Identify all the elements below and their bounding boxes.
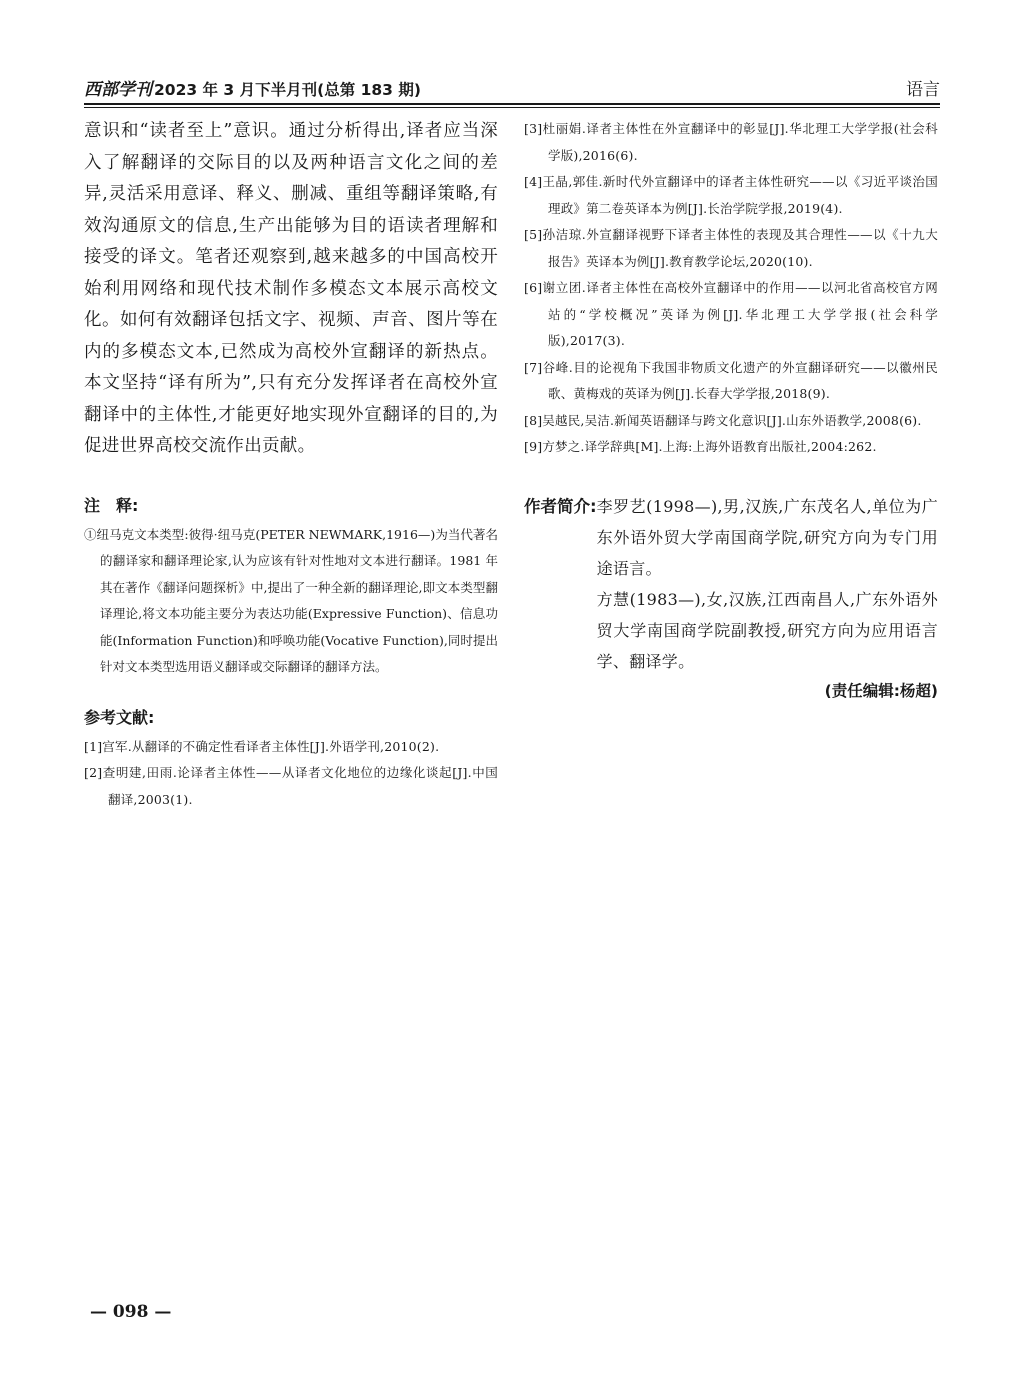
- references-heading: 参考文献:: [84, 707, 155, 727]
- reference-item: [8]吴越民,吴洁.新闻英语翻译与跨文化意识[J].山东外语教学,2008(6).: [524, 412, 922, 428]
- author-intro: [524, 491, 938, 677]
- author-2-bio: 方慧(1983—),女,汉族,江西南昌人,广东外语外贸大学南国商学院副教授,研究方向为应用语言学、翻译学。: [596, 589, 938, 671]
- journal-logo: 西部学刊: [84, 80, 152, 100]
- note-item: ①纽马克文本类型:彼得·纽马克(PETER NEWMARK,1916—)为当代著名的翻译家和翻译理论家,认为应该有针对性地对文本进行翻译。1981 年其在著作《翻译问题探析》中,提出了一种全新的翻译理论,即文本类型翻译理论,将文本功能主要分为表达功能(Expressive Function)、信息功能(Information Function)和呼唤功能(Vocative Function),同时提出针对文本类型选用语义翻译或交际翻译的翻译方法。: [84, 526, 498, 674]
- references-list-left: [84, 734, 498, 814]
- reference-item: [5]孙洁琼.外宣翻译视野下译者主体性的表现及其合理性——以《十九大报告》英译本为例[J].教育教学论坛,2020(10).: [524, 227, 938, 269]
- header-left: [84, 75, 421, 100]
- reference-item: [2]查明建,田雨.论译者主体性——从译者文化地位的边缘化谈起[J].中国翻译,2003(1).: [84, 765, 498, 807]
- notes-heading: 注 释:: [84, 495, 139, 515]
- page-number: — 098 —: [90, 1302, 172, 1322]
- author-1-bio: 李罗艺(1998—),男,汉族,广东茂名人,单位为广东外语外贸大学南国商学院,研究方向为专门用途语言。: [596, 496, 938, 578]
- reference-item: [3]杜丽娟.译者主体性在外宣翻译中的彰显[J].华北理工大学学报(社会科学版),2016(6).: [524, 121, 938, 163]
- author-intro-text: [597, 491, 938, 677]
- responsible-editor: (责任编辑:杨超): [824, 681, 938, 700]
- page-header: [84, 70, 940, 100]
- header-rule-thin: [84, 107, 940, 108]
- reference-item: [6]谢立团.译者主体性在高校外宣翻译中的作用——以河北省高校官方网站的“学校概况”英译为例[J].华北理工大学学报(社会科学版),2017(3).: [524, 280, 938, 348]
- right-column: [524, 116, 938, 701]
- reference-item: [1]宫军.从翻译的不确定性看译者主体性[J].外语学刊,2010(2).: [84, 738, 440, 754]
- issue-info: 2023 年 3 月下半月刊(总第 183 期): [154, 81, 421, 99]
- reference-item: [9]方梦之.译学辞典[M].上海:上海外语教育出版社,2004:262.: [524, 439, 877, 454]
- reference-item: [4]王晶,郭佳.新时代外宣翻译中的译者主体性研究——以《习近平谈治国理政》第二卷英译本为例[J].长治学院学报,2019(4).: [524, 174, 938, 216]
- author-intro-label: 作者简介:: [524, 496, 597, 516]
- section-name: 语言: [906, 80, 940, 100]
- header-rule-thick: [84, 103, 940, 105]
- references-list-right: [524, 116, 938, 461]
- reference-item: [7]谷峰.目的论视角下我国非物质文化遗产的外宣翻译研究——以徽州民歌、黄梅戏的英译为例[J].长春大学学报,2018(9).: [524, 359, 938, 401]
- left-column: [84, 116, 498, 813]
- body-paragraph: 意识和“读者至上”意识。通过分析得出,译者应当深入了解翻译的交际目的以及两种语言文化之间的差异,灵活采用意译、释义、删减、重组等翻译策略,有效沟通原文的信息,生产出能够为目的语读者理解和接受的译文。笔者还观察到,越来越多的中国高校开始利用网络和现代技术制作多模态文本展示高校文化。如何有效翻译包括文字、视频、声音、图片等在内的多模态文本,已然成为高校外宣翻译的新热点。本文坚持“译有所为”,只有充分发挥译者在高校外宣翻译中的主体性,才能更好地实现外宣翻译的目的,为促进世界高校交流作出贡献。: [84, 121, 498, 456]
